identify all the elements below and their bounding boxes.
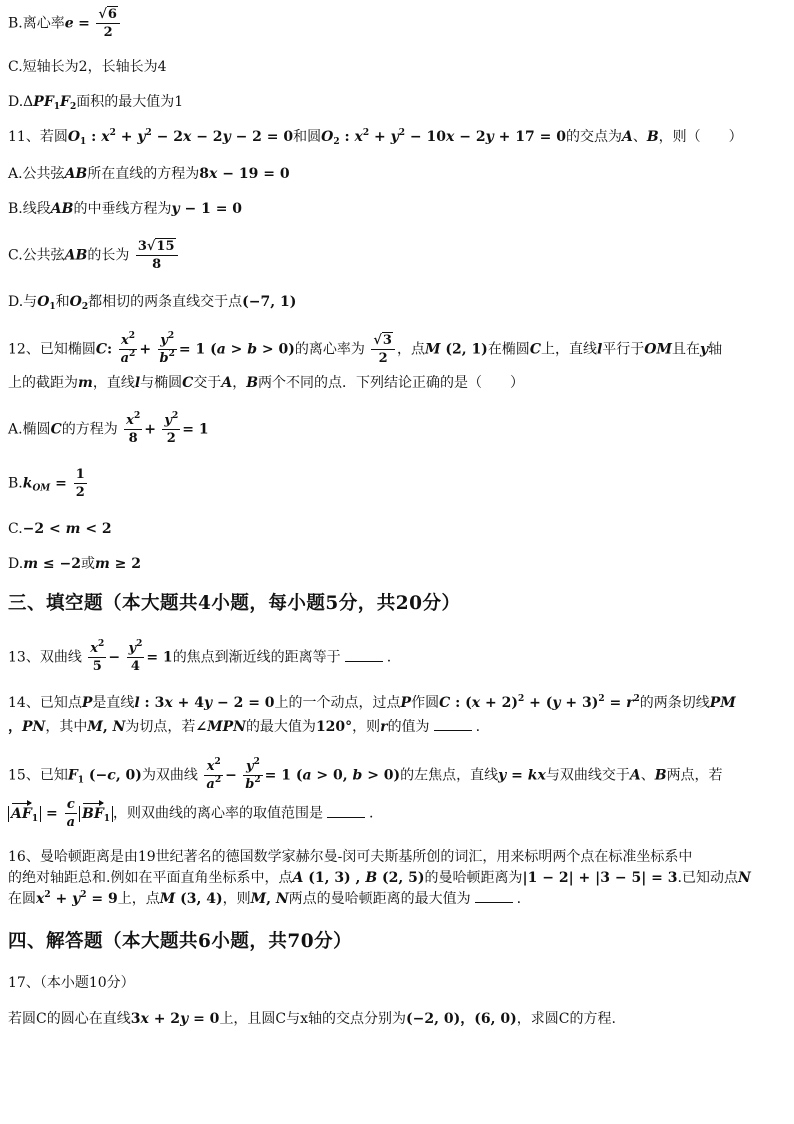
q12-stem-line2: 上的截距为m，直线l与椭圆C交于A，B两个不同的点．下列结论正确的是（ ） <box>8 375 525 391</box>
q16-line3: 在圆$x^2 + y^2 = 9$上，点M (3, 4)，则M, N两点的曼哈顿距离的最大值为 . <box>8 890 522 907</box>
q16-line2: 的绝对轴距总和.例如在平面直角坐标系中，点A (1, 3) , B (2, 5)的曼哈顿距离为|1 − 2| + |3 − 5| = 3.已知动点N <box>8 870 751 886</box>
q15-line1: 15、已知$F_1$ (−c, 0)为双曲线 $\frac{x^2}{a^2}$ − $\frac{y^2}{b^2}$ = 1 (a > 0, b > 0)的左焦点，直线y = kx与双曲线交于A、B两点，若 <box>8 757 723 792</box>
q11-option-d: D.与$O_1$和$O_2$都相切的两条直线交于点(−7, 1) <box>8 294 297 312</box>
q14-answer-blank[interactable] <box>434 718 472 731</box>
q12-option-d: D.m ≤ −2或m ≥ 2 <box>8 556 142 572</box>
q11-option-a: A.公共弦AB所在直线的方程为8x − 19 = 0 <box>8 166 290 182</box>
q16-line1: 16、曼哈顿距离是由19世纪著名的德国数学家赫尔曼-闵可夫斯基所创的词汇，用来标明两个点在标准坐标系中 <box>8 849 693 865</box>
q10-option-d: $D.\Delta PF_1F_2$面积的最大值为1 <box>8 94 184 112</box>
q11-option-b: B.线段AB的中垂线方程为y − 1 = 0 <box>8 201 243 217</box>
q13-stem: 13、双曲线 $\frac{x^2}{5}$ − $\frac{y^2}{4}$ = 1的焦点到渐近线的距离等于 . <box>8 639 392 674</box>
q12-option-b: $B.k_{OM}$ = $\frac{1}{2}$ <box>8 467 85 500</box>
q11-option-c: C.公共弦AB的长为 $\frac{3√15}{8}$ <box>8 240 786 271</box>
q12-option-a: A.椭圆C的方程为 $\frac{x^2}{8}$ + $\frac{y^2}{2}$ = 1 <box>8 411 209 446</box>
q14-line2: ，PN，其中M, N为切点，若∠MPN的最大值为120°，则r的值为 . <box>8 719 481 735</box>
q12-option-c: C.−2 < m < 2 <box>8 521 112 537</box>
q11-stem: 11、若圆$O_1$ : $x^2 + y^2 - 2x - 2y - 2 = 0$和圆$O_2$ : $x^2 + y^2 - 10x - 2y + 17 = 0$的交点为A、B，则（ ） <box>8 128 743 147</box>
q16-answer-blank[interactable] <box>475 890 513 903</box>
q17-body: 若圆C的圆心在直线3x + 2y = 0上，且圆C与x轴的交点分别为(−2, 0)，(6, 0)，求圆C的方程. <box>8 1011 616 1027</box>
q15-line2: $AF_1$ = $\frac{c}{a}$ $BF_1$ ，则双曲线的离心率的取值范围是 . <box>8 798 786 829</box>
q13-answer-blank[interactable] <box>345 649 383 662</box>
section-4-heading: 四、解答题（本大题共6小题，共70分） <box>8 931 353 952</box>
q12-stem-line1: 12、已知椭圆C: $\frac{x^2}{a^2}$ + $\frac{y^2}{b^2}$ = 1 (a > b > 0)的离心率为 $\frac{√3}{2}$ ，点M (2, 1)在椭圆C上，直线l平行于OM且在y轴 <box>8 331 723 366</box>
q10-option-b: B.离心率e = $\frac{√6}{2}$ <box>8 8 786 39</box>
q17-head: 17、（本小题10分） <box>8 975 135 991</box>
q10-option-c: C.短轴长为2，长轴长为4 <box>8 59 167 75</box>
q15-answer-blank[interactable] <box>327 805 365 818</box>
section-3-heading: 三、填空题（本大题共4小题，每小题5分，共20分） <box>8 593 461 614</box>
q14-line1: 14、已知点P是直线l : 3x + 4y − 2 = 0上的一个动点，过点P作圆C : $(x + 2)^2 + (y + 3)^2 = r^2$的两条切线PM <box>8 694 736 711</box>
